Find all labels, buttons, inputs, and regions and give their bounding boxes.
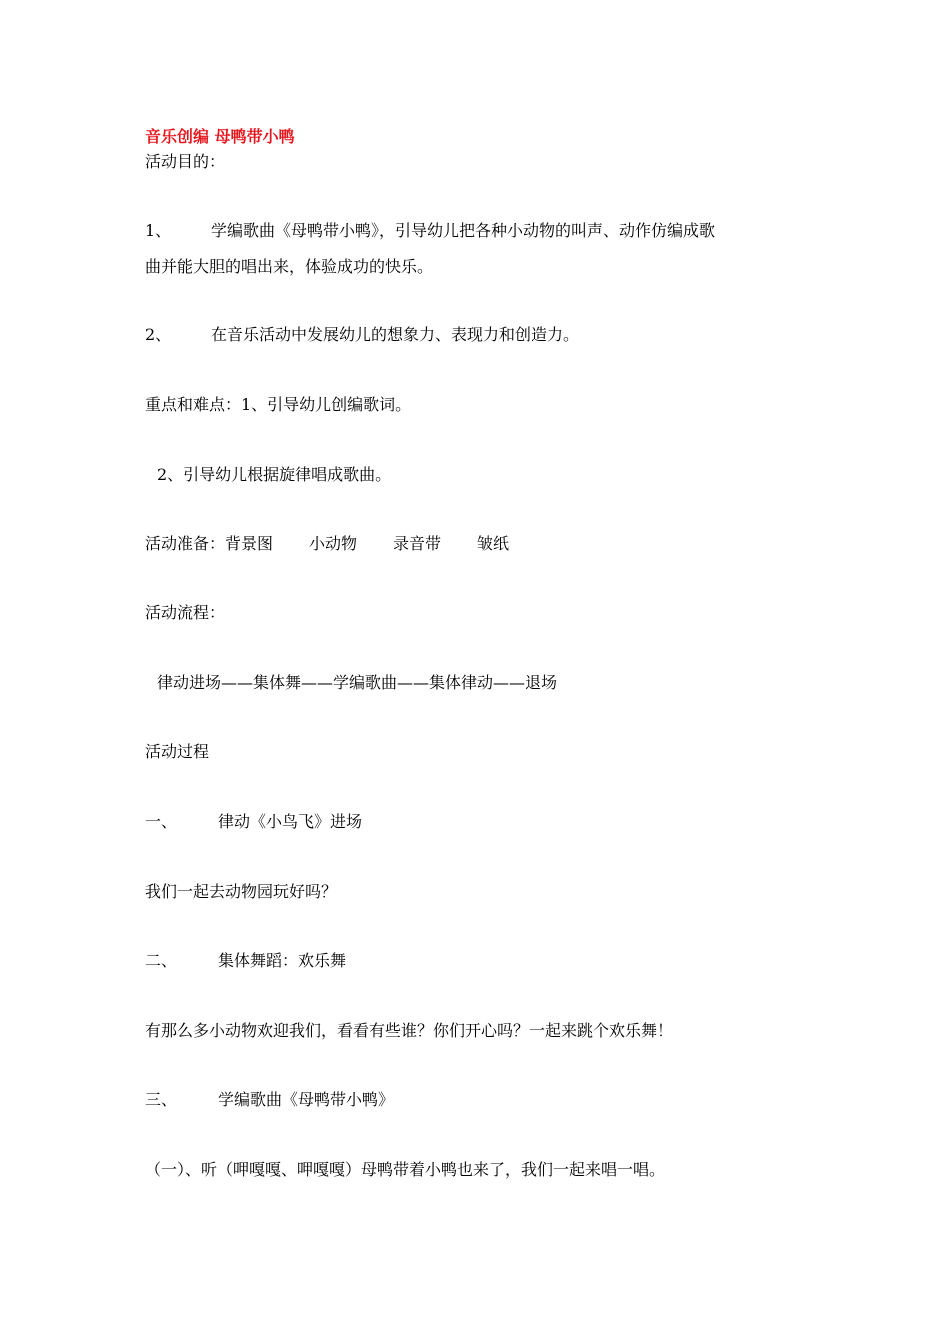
prep-label: 活动准备：背景图	[145, 534, 274, 553]
key-points-2: 2、引导幼儿根据旋律唱成歌曲。	[157, 465, 392, 484]
goal-2-text: 在音乐活动中发展幼儿的想象力、表现力和创造力。	[211, 325, 580, 344]
flow-heading: 活动流程：	[145, 603, 226, 622]
goal-2	[145, 324, 579, 346]
step-1-text: 律动《小鸟飞》进场	[218, 812, 363, 831]
step-3	[145, 1089, 394, 1111]
step-3-number: 三、	[145, 1090, 178, 1109]
step-2-text: 集体舞蹈：欢乐舞	[218, 951, 347, 970]
step-2-number: 二、	[145, 951, 178, 970]
key-points-1: 重点和难点：1、引导幼儿创编歌词。	[145, 395, 412, 414]
process-heading: 活动过程	[145, 742, 210, 761]
prep-item-3: 皱纸	[477, 534, 510, 553]
step-3-text: 学编歌曲《母鸭带小鸭》	[218, 1090, 395, 1109]
prep-item-2: 录音带	[393, 534, 442, 553]
goal-1-text: 学编歌曲《母鸭带小鸭》，引导幼儿把各种小动物的叫声、动作仿编成歌	[211, 221, 716, 240]
goal-1-line-2: 曲并能大胆的唱出来，体验成功的快乐。	[145, 257, 434, 276]
step-3-sub-1: （一）、听（呷嘎嘎、呷嘎嘎）母鸭带着小鸭也来了，我们一起来唱一唱。	[145, 1160, 666, 1179]
flow-text: 律动进场——集体舞——学编歌曲——集体律动——退场	[157, 673, 558, 692]
goal-1-number: 1、	[145, 221, 172, 240]
purpose-heading: 活动目的：	[145, 152, 226, 171]
step-2-description: 有那么多小动物欢迎我们，看看有些谁？你们开心吗？一起来跳个欢乐舞！	[145, 1021, 674, 1040]
prep-item-1: 小动物	[309, 534, 358, 553]
goal-1-line-1	[145, 220, 715, 242]
step-2	[145, 950, 346, 972]
activity-prep	[145, 533, 509, 555]
step-1	[145, 811, 362, 833]
goal-2-number: 2、	[145, 325, 172, 344]
step-1-number: 一、	[145, 812, 178, 831]
step-1-description: 我们一起去动物园玩好吗？	[145, 882, 338, 901]
document-title: 音乐创编 母鸭带小鸭	[145, 127, 295, 146]
